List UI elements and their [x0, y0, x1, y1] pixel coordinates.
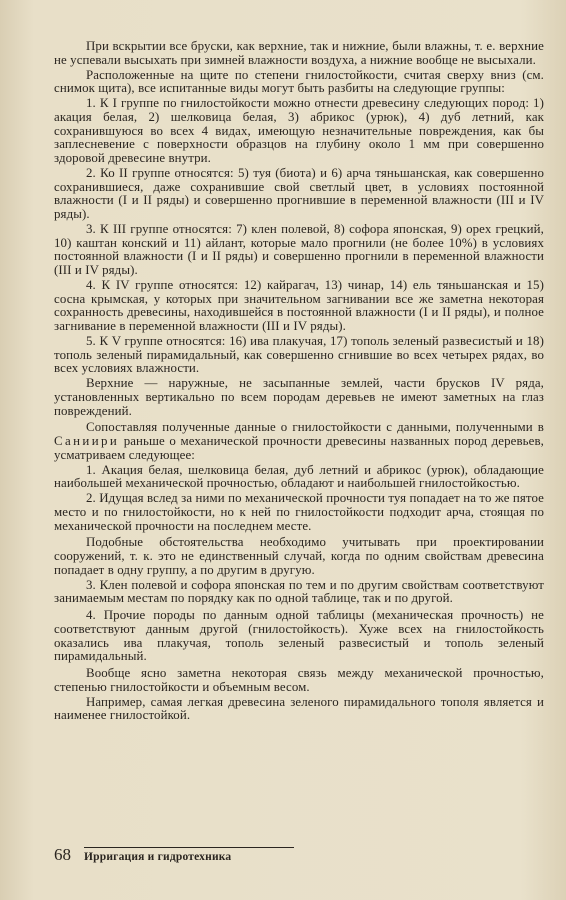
paragraph-comparison — [54, 421, 544, 462]
paragraph-design-note: Подобные обстоятельства необходимо учитывать при проектировании сооружений, т. к. это не единственный случай, когда по одним свойствам древесина попадает в одну группу, а по другим в другую. — [54, 535, 544, 577]
institute-name: Саниири — [54, 434, 120, 448]
paragraph-upper-parts: Верхние — наружные, не засыпанные землей, части брусков IV ряда, установленных вертикально по всем породам деревьев не имеют заметных на глаз повреждений. — [54, 376, 544, 418]
page-footer — [54, 843, 544, 865]
paragraph-finding-1: 1. Акация белая, шелковица белая, дуб летний и абрикос (урюк), обладающие наибольшей механической прочностью, обладают и наибольшей гнилостойкостью. — [54, 462, 544, 491]
paragraph-finding-3: 3. Клен полевой и софора японская по тем и по другим свойствам соответствуют занимаемым местам по порядку как по одной таблице, так и по другой. — [54, 577, 544, 606]
comparison-text-end: раньше о механической прочности древесины названных пород деревьев, усматриваем следующее: — [54, 434, 544, 462]
paragraph-groups-intro: Расположенные на щите по степени гнилостойкости, считая сверху вниз (см. снимок щита), все испитанные виды могут быть разбиты на следующие группы: — [54, 67, 544, 96]
paragraph-example: Например, самая легкая древесина зеленого пирамидального тополя является и наименее гнилостойкой. — [54, 694, 544, 723]
comparison-text-start: Сопоставляя полученные данные о гнилостойкости с данными, полученными в — [86, 420, 544, 435]
paragraph-opening: При вскрытии все бруски, как верхние, так и нижние, были влажны, т. е. верхние не успевали высыхать при зимней влажности воздуха, а нижние вообще не высыхали. — [54, 39, 544, 67]
paragraph-group-4: 4. К IV группе относятся: 12) кайрагач, 13) чинар, 14) ель тяньшанская и 15) сосна крымская, у которых при значительном загнивании все же заметна некоторая сохранность древесины, находившейся в постоянной влажности (I и II ряды), и полное загнивание в переменной влажности (III и IV ряды). — [54, 277, 544, 333]
paragraph-group-1: 1. К I группе по гнилостойкости можно отнести древесину следующих пород: 1) акация белая, 2) шелковица белая, 3) абрикос (урюк), 4) дуб летний, как сохранившуюся во всех 4 видах, имеющую незначительные повреждения, как бы заплесневение с поверхности образцов на глубину около 1 мм при совершенно здоровой древесине внутри. — [54, 96, 544, 165]
article-body — [54, 40, 544, 724]
journal-title: Ирригация и гидротехника — [84, 851, 232, 863]
paragraph-group-5: 5. К V группе относятся: 16) ива плакучая, 17) тополь зеленый развесистый и 18) тополь зеленый пирамидальный, как совершенно сгнившие во всех четырех рядах, во всех условиях влажности. — [54, 333, 544, 376]
page-number: 68 — [54, 845, 71, 864]
paragraph-group-3: 3. К III группе относятся: 7) клен полевой, 8) софора японская, 9) орех грецкий, 10) каштан конский и 11) айлант, которые мало прогнили (не более 10%) в условиях постоянной влажности (I и II ряды) и совершенно прогнили в переменной влажности (III и IV ряды). — [54, 221, 544, 277]
paragraph-group-2: 2. Ко II группе относятся: 5) туя (биота) и 6) арча тяньшанская, как совершенно сохранившиеся, даже сохранившие свой светлый цвет, в условиях постоянной влажности (I и II ряды) и совершенно прогнившие в переменной влажности (III и IV ряды). — [54, 165, 544, 221]
paragraph-general-relation: Вообще ясно заметна некоторая связь между механической прочностью, степенью гнилостойкости и объемным весом. — [54, 666, 544, 694]
paragraph-finding-2: 2. Идущая вслед за ними по механической прочности туя попадает на то же пятое место и по гнилостойкости, но к ней по гнилостойкости подходит арча, стоящая по механической прочности на последнем месте. — [54, 491, 544, 533]
footer-rule — [84, 847, 294, 848]
paragraph-finding-4: 4. Прочие породы по данным одной таблицы (механическая прочность) не соответствуют данным другой (гнилостойкость). Хуже всех на гнилостойкость оказались ива плакучая, тополь зеленый развесистый и тополь зеленый пирамидальный. — [54, 608, 544, 664]
